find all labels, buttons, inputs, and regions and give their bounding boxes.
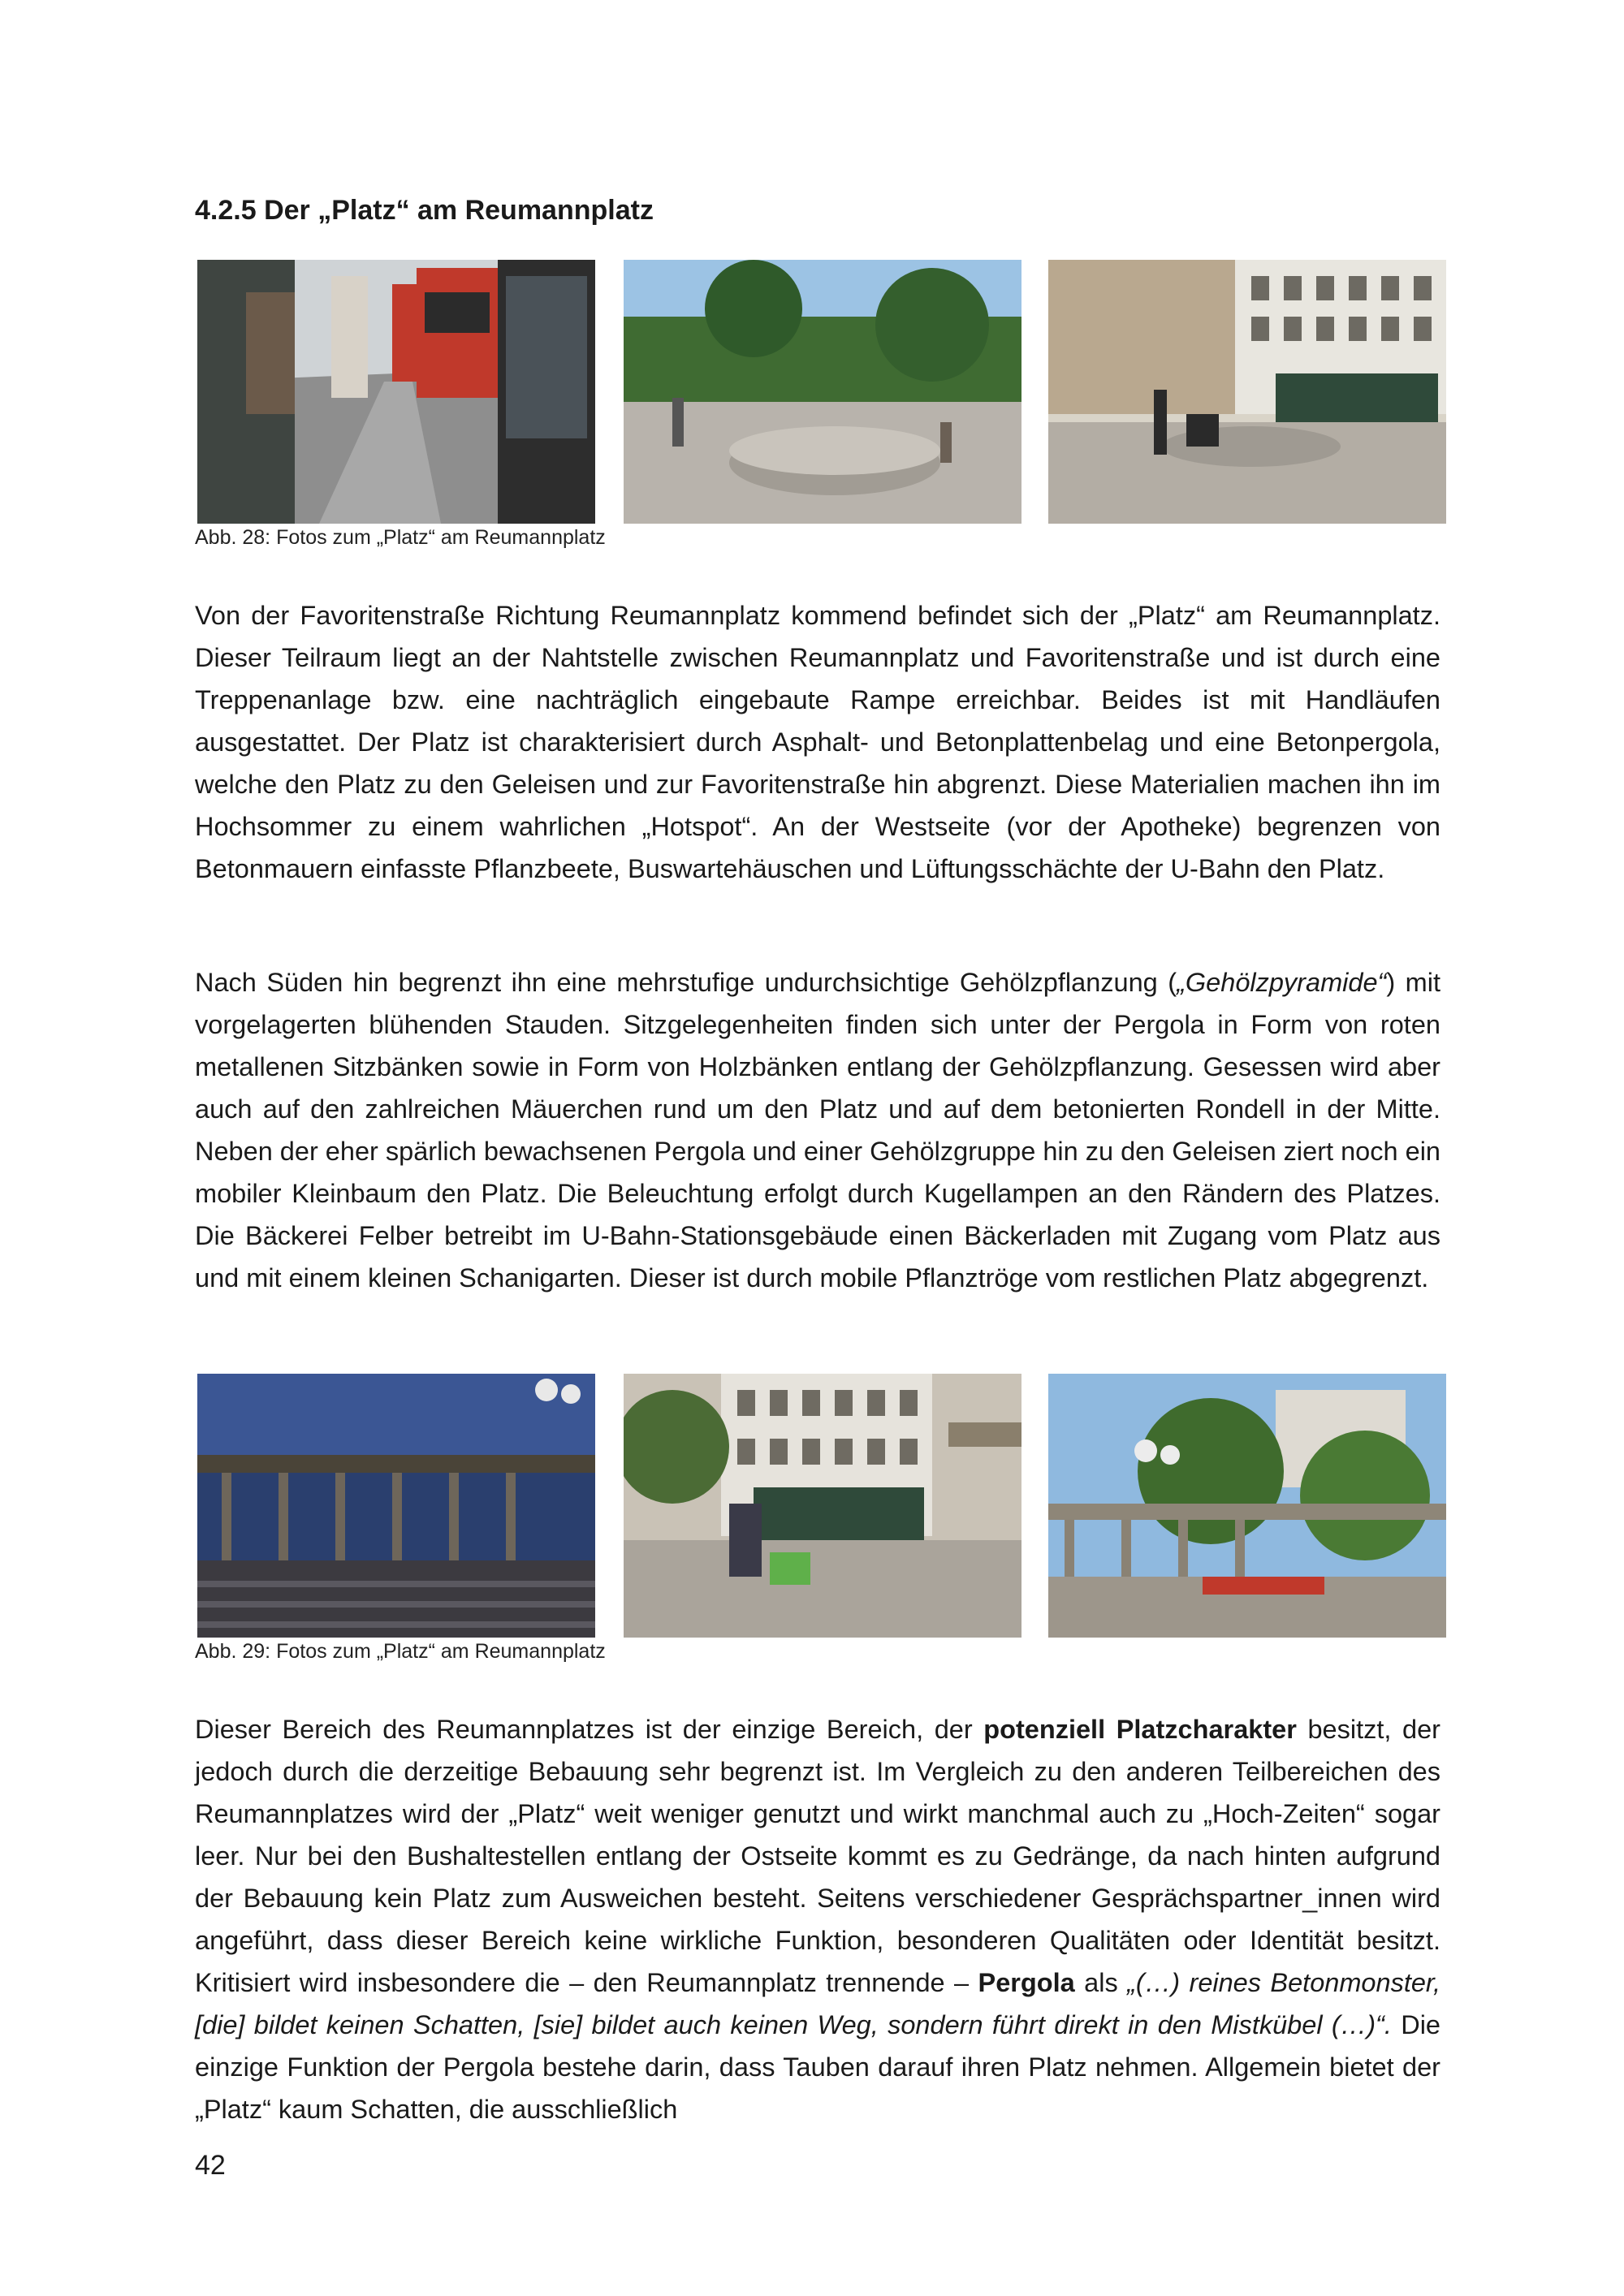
paragraph-3-italic-quote: „(…) reines Betonmonster, [die] bildet keinen Schatten, [sie] bildet auch keinen Weg, sondern führt direkt in den Mistkübel (…)“. <box>195 1968 1440 2039</box>
paragraph-2 <box>195 961 1440 1299</box>
paragraph-3-text-a: Dieser Bereich des Reumannplatzes ist der einzige Bereich, der <box>195 1715 984 1744</box>
paragraph-2-italic: „Gehölzpyramide“ <box>1177 968 1387 997</box>
paragraph-2-text-b: ) mit vorgelagerten blühenden Stauden. Sitzgelegenheiten finden sich unter der Pergola in Form von roten metallenen Sitzbänken sowie in Form von Holzbänken entlang der Gehölzpflanzung. Gesessen wird aber auch auf den zahlreichen Mäuerchen rund um den Platz und auf dem betonierten Rondell in der Mitte. Neben der eher spärlich bewachsenen Pergola und einer Gehölzgruppe hin zu den Geleisen ziert noch ein mobiler Kleinbaum den Platz. Die Beleuchtung erfolgt durch Kugellampen an den Rändern des Platzes. Die Bäckerei Felber betreibt im U-Bahn-Stationsgebäude einen Bäckerladen mit Zugang vom Platz aus und mit einem kleinen Schanigarten. Dieser ist durch mobile Pflanztröge vom restlichen Platz abgegrenzt. <box>195 968 1440 1293</box>
figure-29-photos <box>197 1374 1448 1638</box>
paragraph-2-text-a: Nach Süden hin begrenzt ihn eine mehrstufige undurchsichtige Gehölzpflanzung ( <box>195 968 1177 997</box>
paragraph-1: Von der Favoritenstraße Richtung Reumannplatz kommend befindet sich der „Platz“ am Reumannplatz. Dieser Teilraum liegt an der Nahtstelle zwischen Reumannplatz und Favoritenstraße und ist durch eine Treppenanlage bzw. eine nachträglich eingebaute Rampe erreichbar. Beides ist mit Handläufen ausgestattet. Der Platz ist charakterisiert durch Asphalt- und Betonplattenbelag und eine Betonpergola, welche den Platz zu den Geleisen und zur Favoritenstraße hin abgrenzt. Diese Materialien machen ihn im Hochsommer zu einem wahrlichen „Hotspot“. An der Westseite (vor der Apotheke) begrenzen von Betonmauern einfasste Pflanzbeete, Buswartehäuschen und Lüftungsschächte der U-Bahn den Platz. <box>195 601 1440 883</box>
paragraph-3 <box>195 1708 1440 2130</box>
photo-plaza-rondell <box>624 260 1021 524</box>
paragraph-3-bold-pergola: Pergola <box>978 1968 1075 1997</box>
paragraph-3-text-d: Die einzige Funktion der Pergola bestehe darin, dass Tauben darauf ihren Platz nehmen. Allgemein bietet der „Platz“ kaum Schatten, die ausschließlich <box>195 2010 1440 2124</box>
photo-facade-stroller <box>624 1374 1021 1638</box>
figure-29-caption: Abb. 29: Fotos zum „Platz“ am Reumannplatz <box>195 1640 606 1663</box>
photo-pergola-dusk <box>197 1374 595 1638</box>
photo-facade-people <box>1048 260 1446 524</box>
photo-bus-stop <box>197 260 595 524</box>
paragraph-3-text-c: als <box>1074 1968 1128 1997</box>
section-heading: 4.2.5 Der „Platz“ am Reumannplatz <box>195 195 654 226</box>
page-number: 42 <box>195 2150 226 2181</box>
photo-greenery-pergola <box>1048 1374 1446 1638</box>
figure-28-photos <box>197 260 1448 524</box>
paragraph-3-bold-platzcharakter: potenziell Platzcharakter <box>983 1715 1297 1744</box>
figure-28-caption: Abb. 28: Fotos zum „Platz“ am Reumannplatz <box>195 526 606 549</box>
paragraph-3-text-b: besitzt, der jedoch durch die derzeitige Bebauung sehr begrenzt ist. Im Vergleich zu den anderen Teilbereichen des Reumannplatzes wird der „Platz“ weit weniger genutzt und wirkt manchmal auch zu „Hoch-Zeiten“ sogar leer. Nur bei den Bushaltestellen entlang der Ostseite kommt es zu Gedränge, da nach hinten aufgrund der Bebauung kein Platz zum Ausweichen besteht. Seitens verschiedener Gesprächspartner_innen wird angeführt, dass dieser Bereich keine wirkliche Funktion, besonderen Qualitäten oder Identität besitzt. Kritisiert wird insbesondere die – den Reumannplatz trennende – <box>195 1715 1440 1997</box>
